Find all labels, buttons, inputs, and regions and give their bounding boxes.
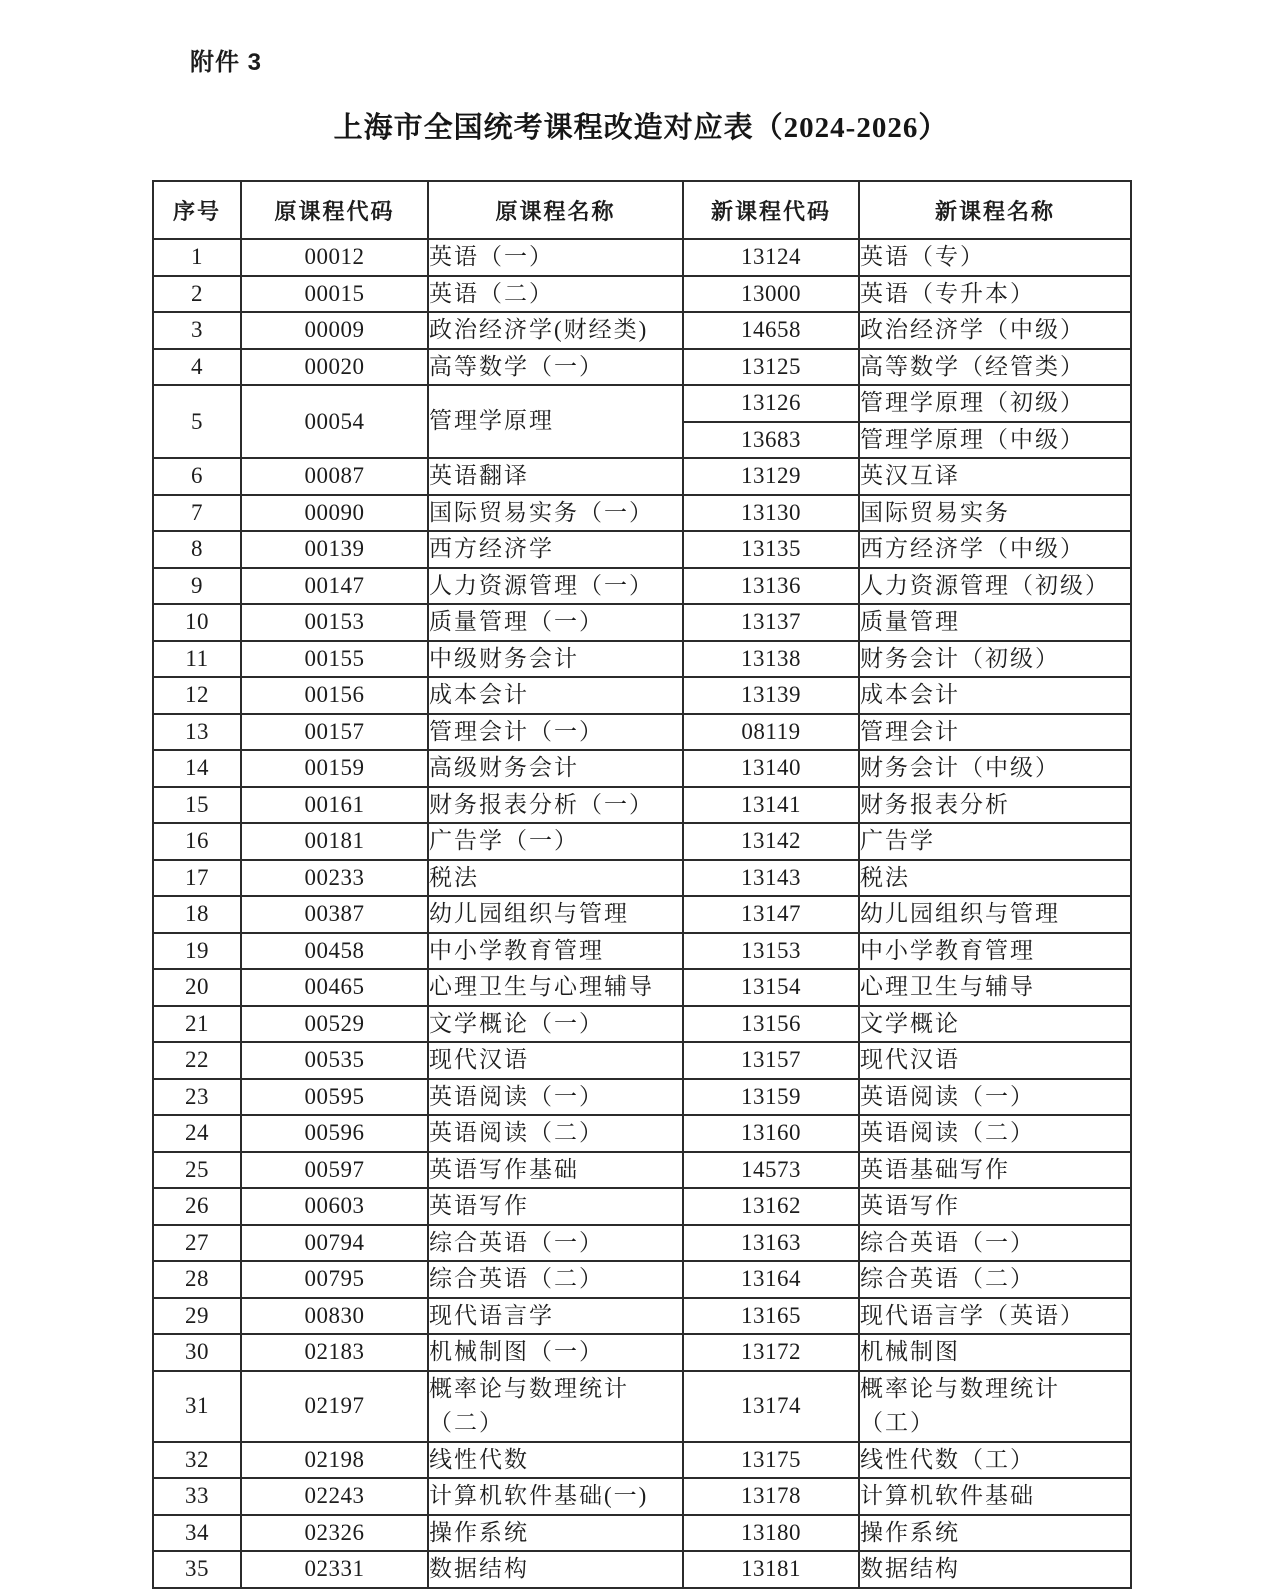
table-row bbox=[153, 1188, 1131, 1225]
seq-cell: 1 bbox=[153, 239, 241, 276]
new-code-cell: 13175 bbox=[683, 1442, 859, 1479]
old-name-cell: 管理会计（一） bbox=[428, 714, 683, 751]
new-code-cell: 13165 bbox=[683, 1298, 859, 1335]
old-name-cell: 计算机软件基础(一) bbox=[428, 1478, 683, 1515]
seq-cell: 24 bbox=[153, 1115, 241, 1152]
column-header-old-code: 原课程代码 bbox=[241, 181, 428, 239]
seq-cell: 28 bbox=[153, 1261, 241, 1298]
old-code-cell: 00794 bbox=[241, 1225, 428, 1262]
old-code-cell: 00020 bbox=[241, 349, 428, 386]
new-code-cell: 13153 bbox=[683, 933, 859, 970]
old-code-cell: 00596 bbox=[241, 1115, 428, 1152]
seq-cell: 11 bbox=[153, 641, 241, 678]
old-code-cell: 00161 bbox=[241, 787, 428, 824]
old-code-cell: 00159 bbox=[241, 750, 428, 787]
new-code-cell: 13181 bbox=[683, 1551, 859, 1588]
new-code-cell: 13124 bbox=[683, 239, 859, 276]
seq-cell: 12 bbox=[153, 677, 241, 714]
new-name-cell: 西方经济学（中级） bbox=[859, 531, 1131, 568]
table-header bbox=[153, 181, 1131, 239]
table-row bbox=[153, 1442, 1131, 1479]
seq-cell: 14 bbox=[153, 750, 241, 787]
seq-cell: 32 bbox=[153, 1442, 241, 1479]
new-code-cell: 08119 bbox=[683, 714, 859, 751]
old-name-cell: 质量管理（一） bbox=[428, 604, 683, 641]
new-code-cell: 13130 bbox=[683, 495, 859, 532]
new-name-cell: 高等数学（经管类） bbox=[859, 349, 1131, 386]
column-header-seq: 序号 bbox=[153, 181, 241, 239]
table-row bbox=[153, 896, 1131, 933]
table-row bbox=[153, 641, 1131, 678]
old-name-cell: 英语写作基础 bbox=[428, 1152, 683, 1189]
table-row bbox=[153, 1298, 1131, 1335]
seq-cell: 35 bbox=[153, 1551, 241, 1588]
new-code-cell: 13141 bbox=[683, 787, 859, 824]
old-code-cell: 00181 bbox=[241, 823, 428, 860]
old-name-cell: 操作系统 bbox=[428, 1515, 683, 1552]
old-name-cell: 现代语言学 bbox=[428, 1298, 683, 1335]
old-name-cell: 中小学教育管理 bbox=[428, 933, 683, 970]
course-mapping-table bbox=[152, 180, 1132, 1589]
new-name-cell: 英语阅读（一） bbox=[859, 1079, 1131, 1116]
new-name-cell: 国际贸易实务 bbox=[859, 495, 1131, 532]
new-code-cell: 13139 bbox=[683, 677, 859, 714]
old-name-cell: 西方经济学 bbox=[428, 531, 683, 568]
old-name-cell: 幼儿园组织与管理 bbox=[428, 896, 683, 933]
seq-cell: 8 bbox=[153, 531, 241, 568]
old-name-cell: 英语（一） bbox=[428, 239, 683, 276]
new-name-cell: 管理会计 bbox=[859, 714, 1131, 751]
old-code-cell: 00535 bbox=[241, 1042, 428, 1079]
old-code-cell: 00157 bbox=[241, 714, 428, 751]
table-row bbox=[153, 1371, 1131, 1442]
old-name-cell: 高等数学（一） bbox=[428, 349, 683, 386]
old-code-cell: 00603 bbox=[241, 1188, 428, 1225]
old-name-cell: 综合英语（一） bbox=[428, 1225, 683, 1262]
new-name-cell: 机械制图 bbox=[859, 1334, 1131, 1371]
seq-cell: 16 bbox=[153, 823, 241, 860]
new-name-cell: 综合英语（一） bbox=[859, 1225, 1131, 1262]
table-row bbox=[153, 239, 1131, 276]
old-name-cell: 管理学原理 bbox=[428, 385, 683, 458]
old-name-cell: 英语阅读（一） bbox=[428, 1079, 683, 1116]
table-row bbox=[153, 385, 1131, 422]
old-name-cell: 文学概论（一） bbox=[428, 1006, 683, 1043]
new-code-cell: 14658 bbox=[683, 312, 859, 349]
new-name-cell: 综合英语（二） bbox=[859, 1261, 1131, 1298]
table-row bbox=[153, 677, 1131, 714]
seq-cell: 10 bbox=[153, 604, 241, 641]
table-row bbox=[153, 531, 1131, 568]
table-row bbox=[153, 860, 1131, 897]
seq-cell: 6 bbox=[153, 458, 241, 495]
old-name-cell: 英语翻译 bbox=[428, 458, 683, 495]
seq-cell: 26 bbox=[153, 1188, 241, 1225]
seq-cell: 33 bbox=[153, 1478, 241, 1515]
new-name-cell: 成本会计 bbox=[859, 677, 1131, 714]
new-code-cell: 13129 bbox=[683, 458, 859, 495]
seq-cell: 15 bbox=[153, 787, 241, 824]
new-code-cell: 13154 bbox=[683, 969, 859, 1006]
table-row bbox=[153, 823, 1131, 860]
table-row bbox=[153, 933, 1131, 970]
table-body bbox=[153, 239, 1131, 1588]
table-row bbox=[153, 349, 1131, 386]
old-code-cell: 02183 bbox=[241, 1334, 428, 1371]
table-row bbox=[153, 787, 1131, 824]
new-code-cell: 13156 bbox=[683, 1006, 859, 1043]
new-code-cell: 13683 bbox=[683, 422, 859, 459]
new-name-cell: 线性代数（工） bbox=[859, 1442, 1131, 1479]
new-name-cell: 财务会计（初级） bbox=[859, 641, 1131, 678]
seq-cell: 2 bbox=[153, 276, 241, 313]
old-name-cell: 机械制图（一） bbox=[428, 1334, 683, 1371]
page-title: 上海市全国统考课程改造对应表（2024-2026） bbox=[333, 112, 949, 144]
new-name-cell: 政治经济学（中级） bbox=[859, 312, 1131, 349]
new-name-cell: 税法 bbox=[859, 860, 1131, 897]
old-code-cell: 00139 bbox=[241, 531, 428, 568]
old-code-cell: 02198 bbox=[241, 1442, 428, 1479]
new-code-cell: 13137 bbox=[683, 604, 859, 641]
table-row bbox=[153, 1115, 1131, 1152]
old-code-cell: 00595 bbox=[241, 1079, 428, 1116]
table-row bbox=[153, 604, 1131, 641]
seq-cell: 29 bbox=[153, 1298, 241, 1335]
old-code-cell: 00090 bbox=[241, 495, 428, 532]
table-row bbox=[153, 1006, 1131, 1043]
old-code-cell: 00458 bbox=[241, 933, 428, 970]
seq-cell: 31 bbox=[153, 1371, 241, 1442]
column-header-old-name: 原课程名称 bbox=[428, 181, 683, 239]
table-row bbox=[153, 1261, 1131, 1298]
new-code-cell: 14573 bbox=[683, 1152, 859, 1189]
new-name-cell: 财务报表分析 bbox=[859, 787, 1131, 824]
new-code-cell: 13160 bbox=[683, 1115, 859, 1152]
old-name-cell: 人力资源管理（一） bbox=[428, 568, 683, 605]
new-name-cell: 计算机软件基础 bbox=[859, 1478, 1131, 1515]
old-code-cell: 00147 bbox=[241, 568, 428, 605]
old-name-cell: 英语阅读（二） bbox=[428, 1115, 683, 1152]
old-code-cell: 02197 bbox=[241, 1371, 428, 1442]
old-code-cell: 00156 bbox=[241, 677, 428, 714]
new-name-cell: 英语基础写作 bbox=[859, 1152, 1131, 1189]
new-name-cell: 文学概论 bbox=[859, 1006, 1131, 1043]
old-code-cell: 00465 bbox=[241, 969, 428, 1006]
new-code-cell: 13172 bbox=[683, 1334, 859, 1371]
table-row bbox=[153, 568, 1131, 605]
old-code-cell: 02326 bbox=[241, 1515, 428, 1552]
old-code-cell: 00529 bbox=[241, 1006, 428, 1043]
new-code-cell: 13140 bbox=[683, 750, 859, 787]
old-code-cell: 00597 bbox=[241, 1152, 428, 1189]
new-name-cell: 英语（专） bbox=[859, 239, 1131, 276]
column-header-new-code: 新课程代码 bbox=[683, 181, 859, 239]
new-name-cell: 英语写作 bbox=[859, 1188, 1131, 1225]
old-name-cell: 线性代数 bbox=[428, 1442, 683, 1479]
new-name-cell: 操作系统 bbox=[859, 1515, 1131, 1552]
table-row bbox=[153, 1042, 1131, 1079]
new-code-cell: 13178 bbox=[683, 1478, 859, 1515]
seq-cell: 34 bbox=[153, 1515, 241, 1552]
attachment-label: 附件 3 bbox=[190, 49, 263, 76]
seq-cell: 25 bbox=[153, 1152, 241, 1189]
new-code-cell: 13147 bbox=[683, 896, 859, 933]
table-row bbox=[153, 276, 1131, 313]
seq-cell: 13 bbox=[153, 714, 241, 751]
old-name-cell: 财务报表分析（一） bbox=[428, 787, 683, 824]
table-row bbox=[153, 969, 1131, 1006]
table-row bbox=[153, 1515, 1131, 1552]
new-name-cell: 广告学 bbox=[859, 823, 1131, 860]
new-name-cell: 数据结构 bbox=[859, 1551, 1131, 1588]
old-name-cell: 政治经济学(财经类) bbox=[428, 312, 683, 349]
seq-cell: 20 bbox=[153, 969, 241, 1006]
old-code-cell: 00054 bbox=[241, 385, 428, 458]
new-name-cell: 管理学原理（初级） bbox=[859, 385, 1131, 422]
new-name-cell: 质量管理 bbox=[859, 604, 1131, 641]
header-row bbox=[153, 181, 1131, 239]
old-name-cell: 高级财务会计 bbox=[428, 750, 683, 787]
table-row bbox=[153, 1225, 1131, 1262]
old-name-cell: 中级财务会计 bbox=[428, 641, 683, 678]
old-code-cell: 00155 bbox=[241, 641, 428, 678]
old-name-cell: 概率论与数理统计 （二） bbox=[428, 1371, 683, 1442]
old-code-cell: 00795 bbox=[241, 1261, 428, 1298]
old-code-cell: 00012 bbox=[241, 239, 428, 276]
old-code-cell: 00830 bbox=[241, 1298, 428, 1335]
old-code-cell: 00387 bbox=[241, 896, 428, 933]
table-row bbox=[153, 1551, 1131, 1588]
table-row bbox=[153, 750, 1131, 787]
new-code-cell: 13143 bbox=[683, 860, 859, 897]
new-name-cell: 管理学原理（中级） bbox=[859, 422, 1131, 459]
table-row bbox=[153, 714, 1131, 751]
table-row bbox=[153, 1334, 1131, 1371]
new-code-cell: 13162 bbox=[683, 1188, 859, 1225]
seq-cell: 5 bbox=[153, 385, 241, 458]
new-name-cell: 心理卫生与辅导 bbox=[859, 969, 1131, 1006]
seq-cell: 23 bbox=[153, 1079, 241, 1116]
old-name-cell: 英语（二） bbox=[428, 276, 683, 313]
new-code-cell: 13136 bbox=[683, 568, 859, 605]
old-code-cell: 02331 bbox=[241, 1551, 428, 1588]
table-row bbox=[153, 312, 1131, 349]
seq-cell: 19 bbox=[153, 933, 241, 970]
old-name-cell: 国际贸易实务（一） bbox=[428, 495, 683, 532]
old-code-cell: 00087 bbox=[241, 458, 428, 495]
new-name-cell: 现代语言学（英语） bbox=[859, 1298, 1131, 1335]
new-code-cell: 13180 bbox=[683, 1515, 859, 1552]
new-code-cell: 13000 bbox=[683, 276, 859, 313]
seq-cell: 4 bbox=[153, 349, 241, 386]
seq-cell: 3 bbox=[153, 312, 241, 349]
seq-cell: 9 bbox=[153, 568, 241, 605]
old-name-cell: 税法 bbox=[428, 860, 683, 897]
new-code-cell: 13142 bbox=[683, 823, 859, 860]
seq-cell: 7 bbox=[153, 495, 241, 532]
new-name-cell: 财务会计（中级） bbox=[859, 750, 1131, 787]
old-name-cell: 数据结构 bbox=[428, 1551, 683, 1588]
new-code-cell: 13138 bbox=[683, 641, 859, 678]
new-name-cell: 幼儿园组织与管理 bbox=[859, 896, 1131, 933]
new-code-cell: 13157 bbox=[683, 1042, 859, 1079]
old-code-cell: 00153 bbox=[241, 604, 428, 641]
new-name-cell: 现代汉语 bbox=[859, 1042, 1131, 1079]
new-name-cell: 中小学教育管理 bbox=[859, 933, 1131, 970]
new-name-cell: 概率论与数理统计 （工） bbox=[859, 1371, 1131, 1442]
old-code-cell: 00233 bbox=[241, 860, 428, 897]
seq-cell: 30 bbox=[153, 1334, 241, 1371]
seq-cell: 17 bbox=[153, 860, 241, 897]
old-name-cell: 现代汉语 bbox=[428, 1042, 683, 1079]
seq-cell: 22 bbox=[153, 1042, 241, 1079]
table-row bbox=[153, 458, 1131, 495]
new-name-cell: 英语阅读（二） bbox=[859, 1115, 1131, 1152]
new-code-cell: 13174 bbox=[683, 1371, 859, 1442]
new-name-cell: 英汉互译 bbox=[859, 458, 1131, 495]
new-code-cell: 13163 bbox=[683, 1225, 859, 1262]
new-code-cell: 13126 bbox=[683, 385, 859, 422]
new-code-cell: 13164 bbox=[683, 1261, 859, 1298]
old-code-cell: 02243 bbox=[241, 1478, 428, 1515]
table-row bbox=[153, 1152, 1131, 1189]
table-row bbox=[153, 1478, 1131, 1515]
table-row bbox=[153, 1079, 1131, 1116]
seq-cell: 27 bbox=[153, 1225, 241, 1262]
seq-cell: 18 bbox=[153, 896, 241, 933]
old-name-cell: 英语写作 bbox=[428, 1188, 683, 1225]
table-row bbox=[153, 495, 1131, 532]
new-code-cell: 13135 bbox=[683, 531, 859, 568]
old-code-cell: 00009 bbox=[241, 312, 428, 349]
old-name-cell: 心理卫生与心理辅导 bbox=[428, 969, 683, 1006]
old-name-cell: 综合英语（二） bbox=[428, 1261, 683, 1298]
new-code-cell: 13125 bbox=[683, 349, 859, 386]
new-name-cell: 人力资源管理（初级） bbox=[859, 568, 1131, 605]
new-name-cell: 英语（专升本） bbox=[859, 276, 1131, 313]
seq-cell: 21 bbox=[153, 1006, 241, 1043]
old-name-cell: 广告学（一） bbox=[428, 823, 683, 860]
new-code-cell: 13159 bbox=[683, 1079, 859, 1116]
column-header-new-name: 新课程名称 bbox=[859, 181, 1131, 239]
old-code-cell: 00015 bbox=[241, 276, 428, 313]
old-name-cell: 成本会计 bbox=[428, 677, 683, 714]
